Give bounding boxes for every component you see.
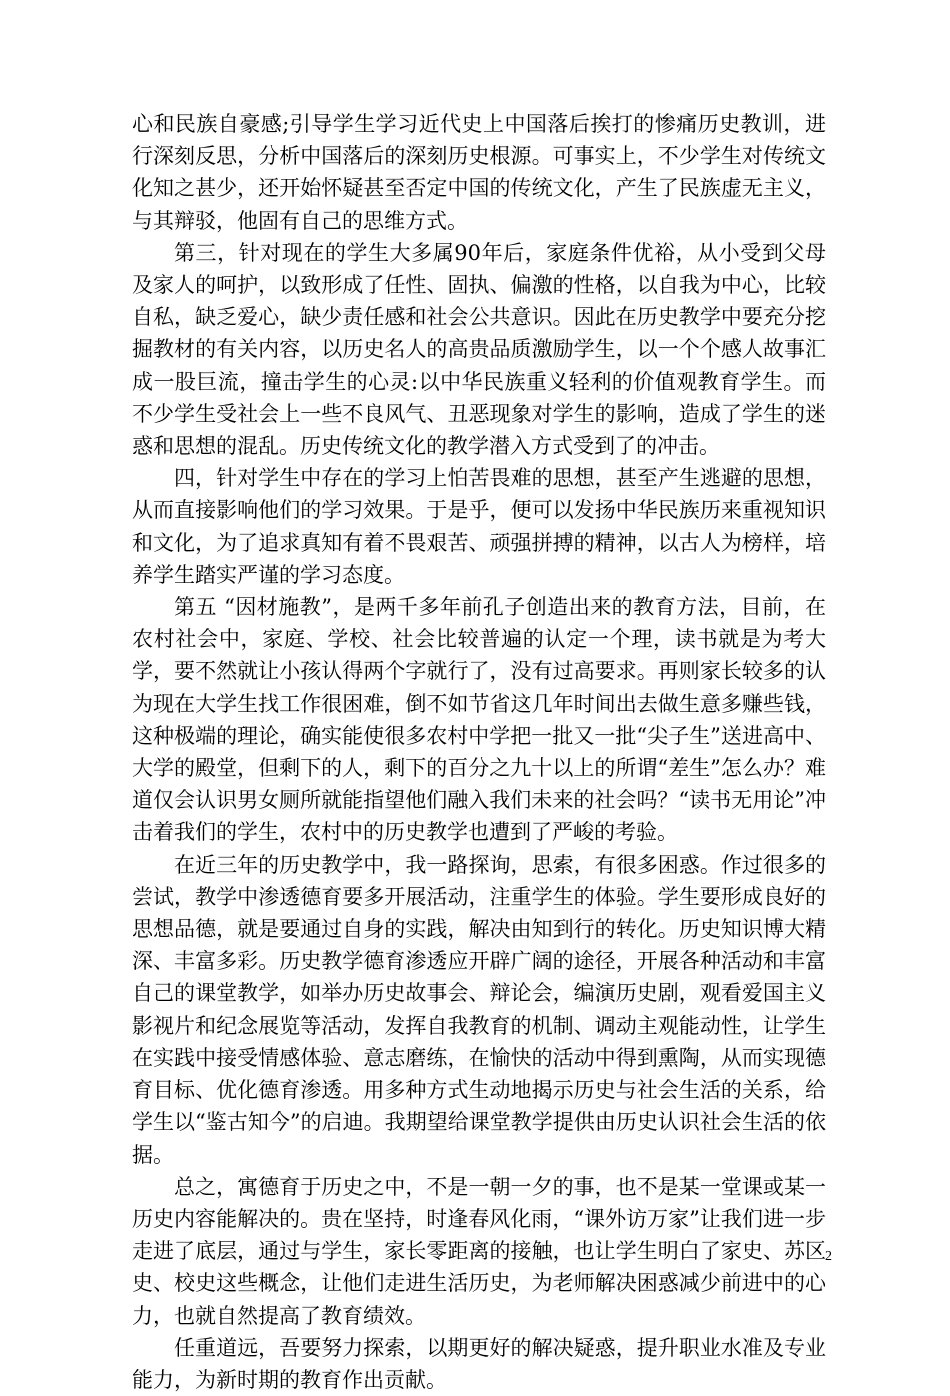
paragraph-summary: 总之，寓德育于历史之中，不是一朝一夕的事，也不是某一堂课或某一历史内容能解决的。贵在坚持，时逢春风化雨，“课外访万家”让我们进一步走进了底层，通过与学生，家长零距离的接触，也让学生明白了家史、苏区史、校史这些概念，让他们走进生活历史，为老师解决困惑减少前进中的心力，也就自然提高了教育绩效。 — [132, 1174, 826, 1328]
document-body — [132, 108, 826, 1396]
page-number: 2 — [825, 1249, 832, 1264]
paragraph-continuation: 心和民族自豪感;引导学生学习近代史上中国落后挨打的惨痛历史教训，进行深刻反思，分析中国落后的深刻历史根源。可事实上，不少学生对传统文化知之甚少，还开始怀疑甚至否定中国的传统文化，产生了民族虚无主义，与其辩驳，他固有自己的思维方式。 — [132, 112, 826, 233]
paragraph-third-point: 第三，针对现在的学生大多属90年后，家庭条件优裕，从小受到父母及家人的呵护，以致形成了任性、固执、偏激的性格，以自我为中心，比较自私，缺乏爱心，缺少责任感和社会公共意识。因此在历史教学中要充分挖掘教材的有关内容，以历史名人的高贵品质激励学生，以一个个感人故事汇成一股巨流，撞击学生的心灵:以中华民族重义轻利的价值观教育学生。而不少学生受社会上一些不良风气、丑恶现象对学生的影响，造成了学生的迷惑和思想的混乱。历史传统文化的教学潜入方式受到了的冲击。 — [132, 240, 826, 459]
paragraph-fourth-point: 四，针对学生中存在的学习上怕苦畏难的思想，甚至产生逃避的思想，从而直接影响他们的学习效果。于是乎，便可以发扬中华民族历来重视知识和文化，为了追求真知有着不畏艰苦、顽强拼搏的精神，以古人为榜样，培养学生踏实严谨的学习态度。 — [132, 466, 826, 587]
paragraph-teaching-reflection: 在近三年的历史教学中，我一路探询，思索，有很多困惑。作过很多的尝试，教学中渗透德育要多开展活动，注重学生的体验。学生要形成良好的思想品德，就是要通过自身的实践，解决由知到行的转化。历史知识博大精深、丰富多彩。历史教学德育渗透应开辟广阔的途径，开展各种活动和丰富自己的课堂教学，如举办历史故事会、辩论会，编演历史剧，观看爱国主义影视片和纪念展览等活动，发挥自我教育的机制、调动主观能动性，让学生在实践中接受情感体验、意志磨练，在愉快的活动中得到熏陶，从而实现德育目标、优化德育渗透。用多种方式生动地揭示历史与社会生活的关系，给学生以“鉴古知今”的启迪。我期望给课堂教学提供由历史认识社会生活的依据。 — [132, 852, 826, 1167]
paragraph-closing: 任重道远，吾要努力探索，以期更好的解决疑惑，提升职业水准及专业能力，为新时期的教育作出贡献。 — [132, 1335, 826, 1392]
paragraph-fifth-point: 第五 “因材施教”，是两千多年前孔子创造出来的教育方法，目前，在农村社会中，家庭、学校、社会比较普遍的认定一个理，读书就是为考大学，要不然就让小孩认得两个字就行了，没有过高要求。再则家长较多的认为现在大学生找工作很困难，倒不如节省这几年时间出去做生意多赚些钱，这种极端的理论，确实能使很多农村中学把一批又一批“尖子生”送进高中、大学的殿堂，但剩下的人，剩下的百分之九十以上的所谓“差生”怎么办？难道仅会认识男女厕所就能指望他们融入我们未来的社会吗？“读书无用论”冲击着我们的学生，农村中的历史教学也遭到了严峻的考验。 — [132, 595, 826, 845]
